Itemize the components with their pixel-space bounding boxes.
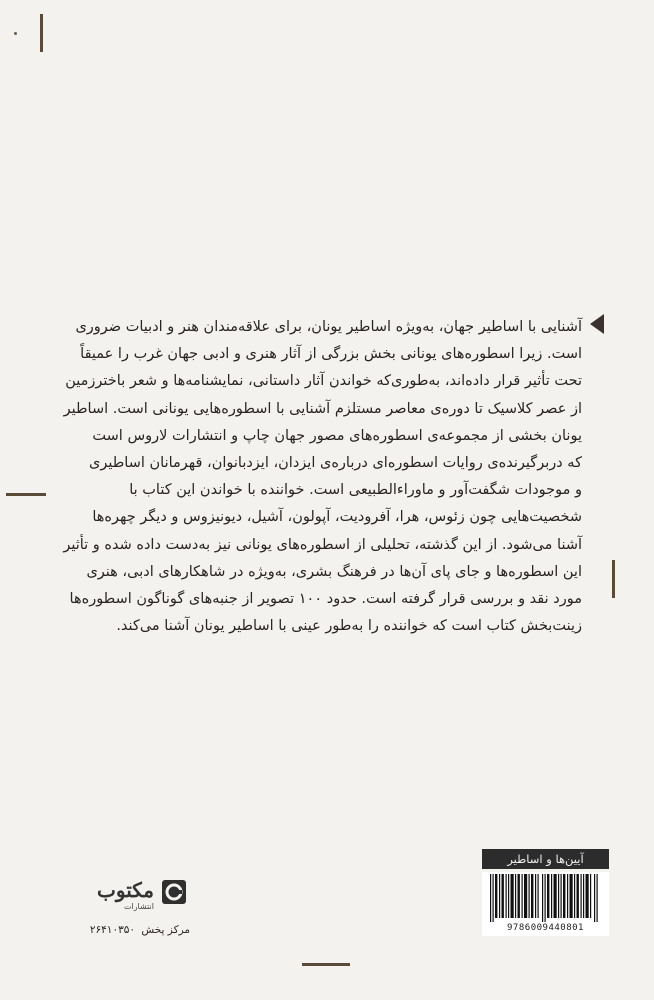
isbn-number: 9786009440801 bbox=[482, 922, 609, 934]
back-cover-blurb bbox=[63, 314, 582, 640]
publisher-name: مکتوب bbox=[97, 878, 154, 902]
top-right-dot bbox=[14, 32, 17, 35]
blurb-line: که دربرگیرنده‌ی روایات اسطوره‌ای درباره‌ی ایزدان، ایزدبانوان، قهرمانان اساطیری bbox=[89, 454, 582, 471]
blurb-line: این اسطوره‌ها و جای پای آن‌ها در فرهنگ بشری، به‌ویژه در شاهکارهای ادبی، هنری bbox=[86, 563, 582, 580]
blurb-line: و موجودات شگفت‌آور و ماوراء‌الطبیعی است. خواننده با خواندن این کتاب با bbox=[129, 482, 582, 499]
distribution-label: مرکز پخش bbox=[141, 924, 190, 936]
publisher-mark-icon bbox=[162, 880, 186, 904]
blurb-line: از عصر کلاسیک تا دوره‌ی معاصر مستلزم آشنایی با اسطوره‌هایی یونانی است. اساطیر bbox=[63, 400, 582, 417]
left-edge-tick bbox=[6, 493, 46, 496]
distribution-center bbox=[60, 924, 190, 936]
blurb-pointer-icon bbox=[590, 314, 604, 334]
series-label: آیین‌ها و اساطیر bbox=[482, 849, 609, 869]
distribution-phone: ۲۶۴۱۰۳۵۰ bbox=[89, 924, 136, 936]
blurb-line: شخصیت‌هایی چون زئوس، هرا، آفرودیت، آپولون، آشیل، دیونیزوس و دیگر چهره‌ها bbox=[92, 509, 582, 526]
bottom-edge-tick bbox=[302, 963, 350, 966]
blurb-line: آشنایی با اساطیر جهان، به‌ویژه اساطیر یونان، برای علاقه‌مندان هنر و ادبیات ضروری bbox=[75, 319, 582, 335]
blurb-line: زینت‌بخش کتاب است که خواننده را به‌طور عینی با اساطیر یونان آشنا می‌کند. bbox=[116, 618, 582, 635]
blurb-line: آشنا می‌شود. از این گذشته، تحلیلی از اسطوره‌های یونانی نیز به‌دست داده شده و تأثیر bbox=[63, 536, 582, 553]
right-edge-tick bbox=[612, 560, 615, 598]
publisher-logo bbox=[66, 880, 186, 920]
publisher-subtitle: انتشارات bbox=[123, 902, 154, 911]
blurb-line: مورد نقد و بررسی قرار گرفته است. حدود ۱۰۰ تصویر از جنبه‌های گوناگون اسطوره‌ها bbox=[69, 590, 582, 607]
blurb-line: است. زیرا اسطوره‌های یونانی بخش بزرگی از آثار هنری و ادبی جهان غرب را عمیقاً bbox=[80, 346, 582, 363]
barcode-bars-icon bbox=[482, 872, 609, 922]
blurb-line: یونان بخشی از مجموعه‌ی اسطوره‌های مصور جهان چاپ و انتشارات لاروس است bbox=[92, 427, 582, 444]
top-left-tick bbox=[40, 14, 43, 52]
blurb-line: تحت تأثیر قرار داده‌اند، به‌طوری‌که خواندن آثار داستانی، نمایشنامه‌ها و شعر باختر‌زمین bbox=[65, 373, 582, 390]
